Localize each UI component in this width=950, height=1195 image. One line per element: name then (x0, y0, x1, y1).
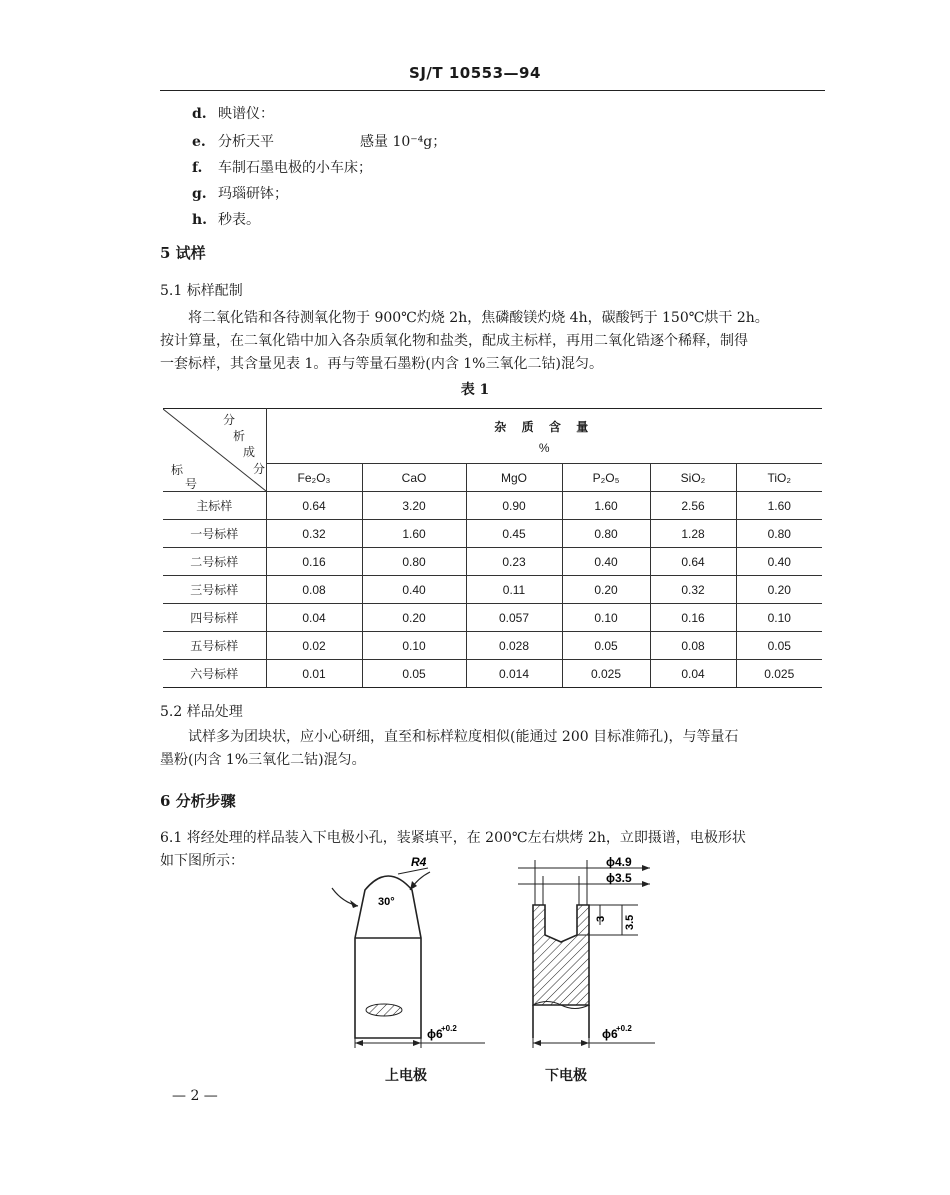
group-header: 杂 质 含 量 % (266, 409, 822, 464)
section-6-title: 6 分析步骤 (160, 792, 236, 810)
list-item: h. 秒表。 (192, 212, 260, 228)
column-header: P₂O₅ (562, 464, 650, 492)
column-header: Fe₂O₃ (266, 464, 362, 492)
table-row: 三号标样 0.08 0.40 0.11 0.20 0.32 0.20 (163, 576, 822, 604)
section-6-1-body: 6.1 将经处理的样品装入下电极小孔，装紧填平，在 200℃左右烘烤 2h，立即摄谱，电极形状 如下图所示： (160, 830, 746, 869)
page-number: — 2 — (172, 1088, 218, 1104)
svg-text:ϕ6: ϕ6 (602, 1027, 618, 1041)
table-row: 四号标样 0.04 0.20 0.057 0.10 0.16 0.10 (163, 604, 822, 632)
table-row: 五号标样 0.02 0.10 0.028 0.05 0.08 0.05 (163, 632, 822, 660)
svg-text:R4: R4 (411, 855, 427, 869)
column-header: TiO₂ (736, 464, 822, 492)
list-item: g. 玛瑙研钵； (192, 186, 288, 202)
table-row: 二号标样 0.16 0.80 0.23 0.40 0.64 0.40 (163, 548, 822, 576)
section-5-title: 5 试样 (160, 244, 206, 262)
svg-text:+0.2: +0.2 (441, 1024, 457, 1033)
section-5-1-title: 5.1 标样配制 (160, 283, 243, 299)
svg-text:ϕ4.9: ϕ4.9 (606, 855, 632, 869)
svg-text:+0.2: +0.2 (616, 1024, 632, 1033)
svg-text:ϕ6: ϕ6 (427, 1027, 443, 1041)
table-caption: 表 1 (460, 382, 490, 398)
lower-electrode-figure (510, 850, 660, 1050)
list-item: d. 映谱仪： (192, 106, 274, 122)
svg-text:3.5: 3.5 (624, 914, 636, 930)
svg-text:ϕ3.5: ϕ3.5 (606, 871, 632, 885)
table-row: 主标样 0.64 3.20 0.90 1.60 2.56 1.60 (163, 492, 822, 520)
column-header: MgO (466, 464, 562, 492)
column-header: CaO (362, 464, 466, 492)
document-code: SJ/T 10553—94 (409, 64, 541, 82)
section-5-2-body: 试样多为团块状，应小心研细，直至和标样粒度相似(能通过 200 目标准筛孔)，与等量石 墨粉(内含 1%三氧化二钴)混匀。 (160, 729, 739, 768)
table-corner-cell: 分 析 成 分 标 号 (163, 409, 266, 492)
upper-electrode-caption: 上电极 (385, 1068, 427, 1084)
list-item: e. 分析天平 感量 10⁻⁴g； (192, 134, 447, 150)
table-row: 六号标样 0.01 0.05 0.014 0.025 0.04 0.025 (163, 660, 822, 688)
list-item: f. 车制石墨电极的小车床； (192, 160, 372, 176)
column-header: SiO₂ (650, 464, 736, 492)
table-1 (163, 408, 822, 688)
lower-electrode-caption: 下电极 (545, 1068, 587, 1084)
upper-electrode-figure (320, 850, 490, 1050)
section-5-2-title: 5.2 样品处理 (160, 704, 243, 720)
table-row: 一号标样 0.32 1.60 0.45 0.80 1.28 0.80 (163, 520, 822, 548)
svg-text:3: 3 (595, 915, 607, 922)
section-5-1-body: 将二氧化锆和各待测氧化物于 900℃灼烧 2h，焦磷酸镁灼烧 4h，碳酸钙于 150℃烘干 2h。 按计算量，在二氧化锆中加入各杂质氧化物和盐类，配成主标样，再用二氧化锆逐个稀释，制得 一套标样，其含量见表 1。再与等量石墨粉(内含 1%三氧化二钴)混匀。 (160, 310, 769, 372)
svg-text:30°: 30° (378, 896, 395, 908)
header-rule (160, 90, 825, 91)
